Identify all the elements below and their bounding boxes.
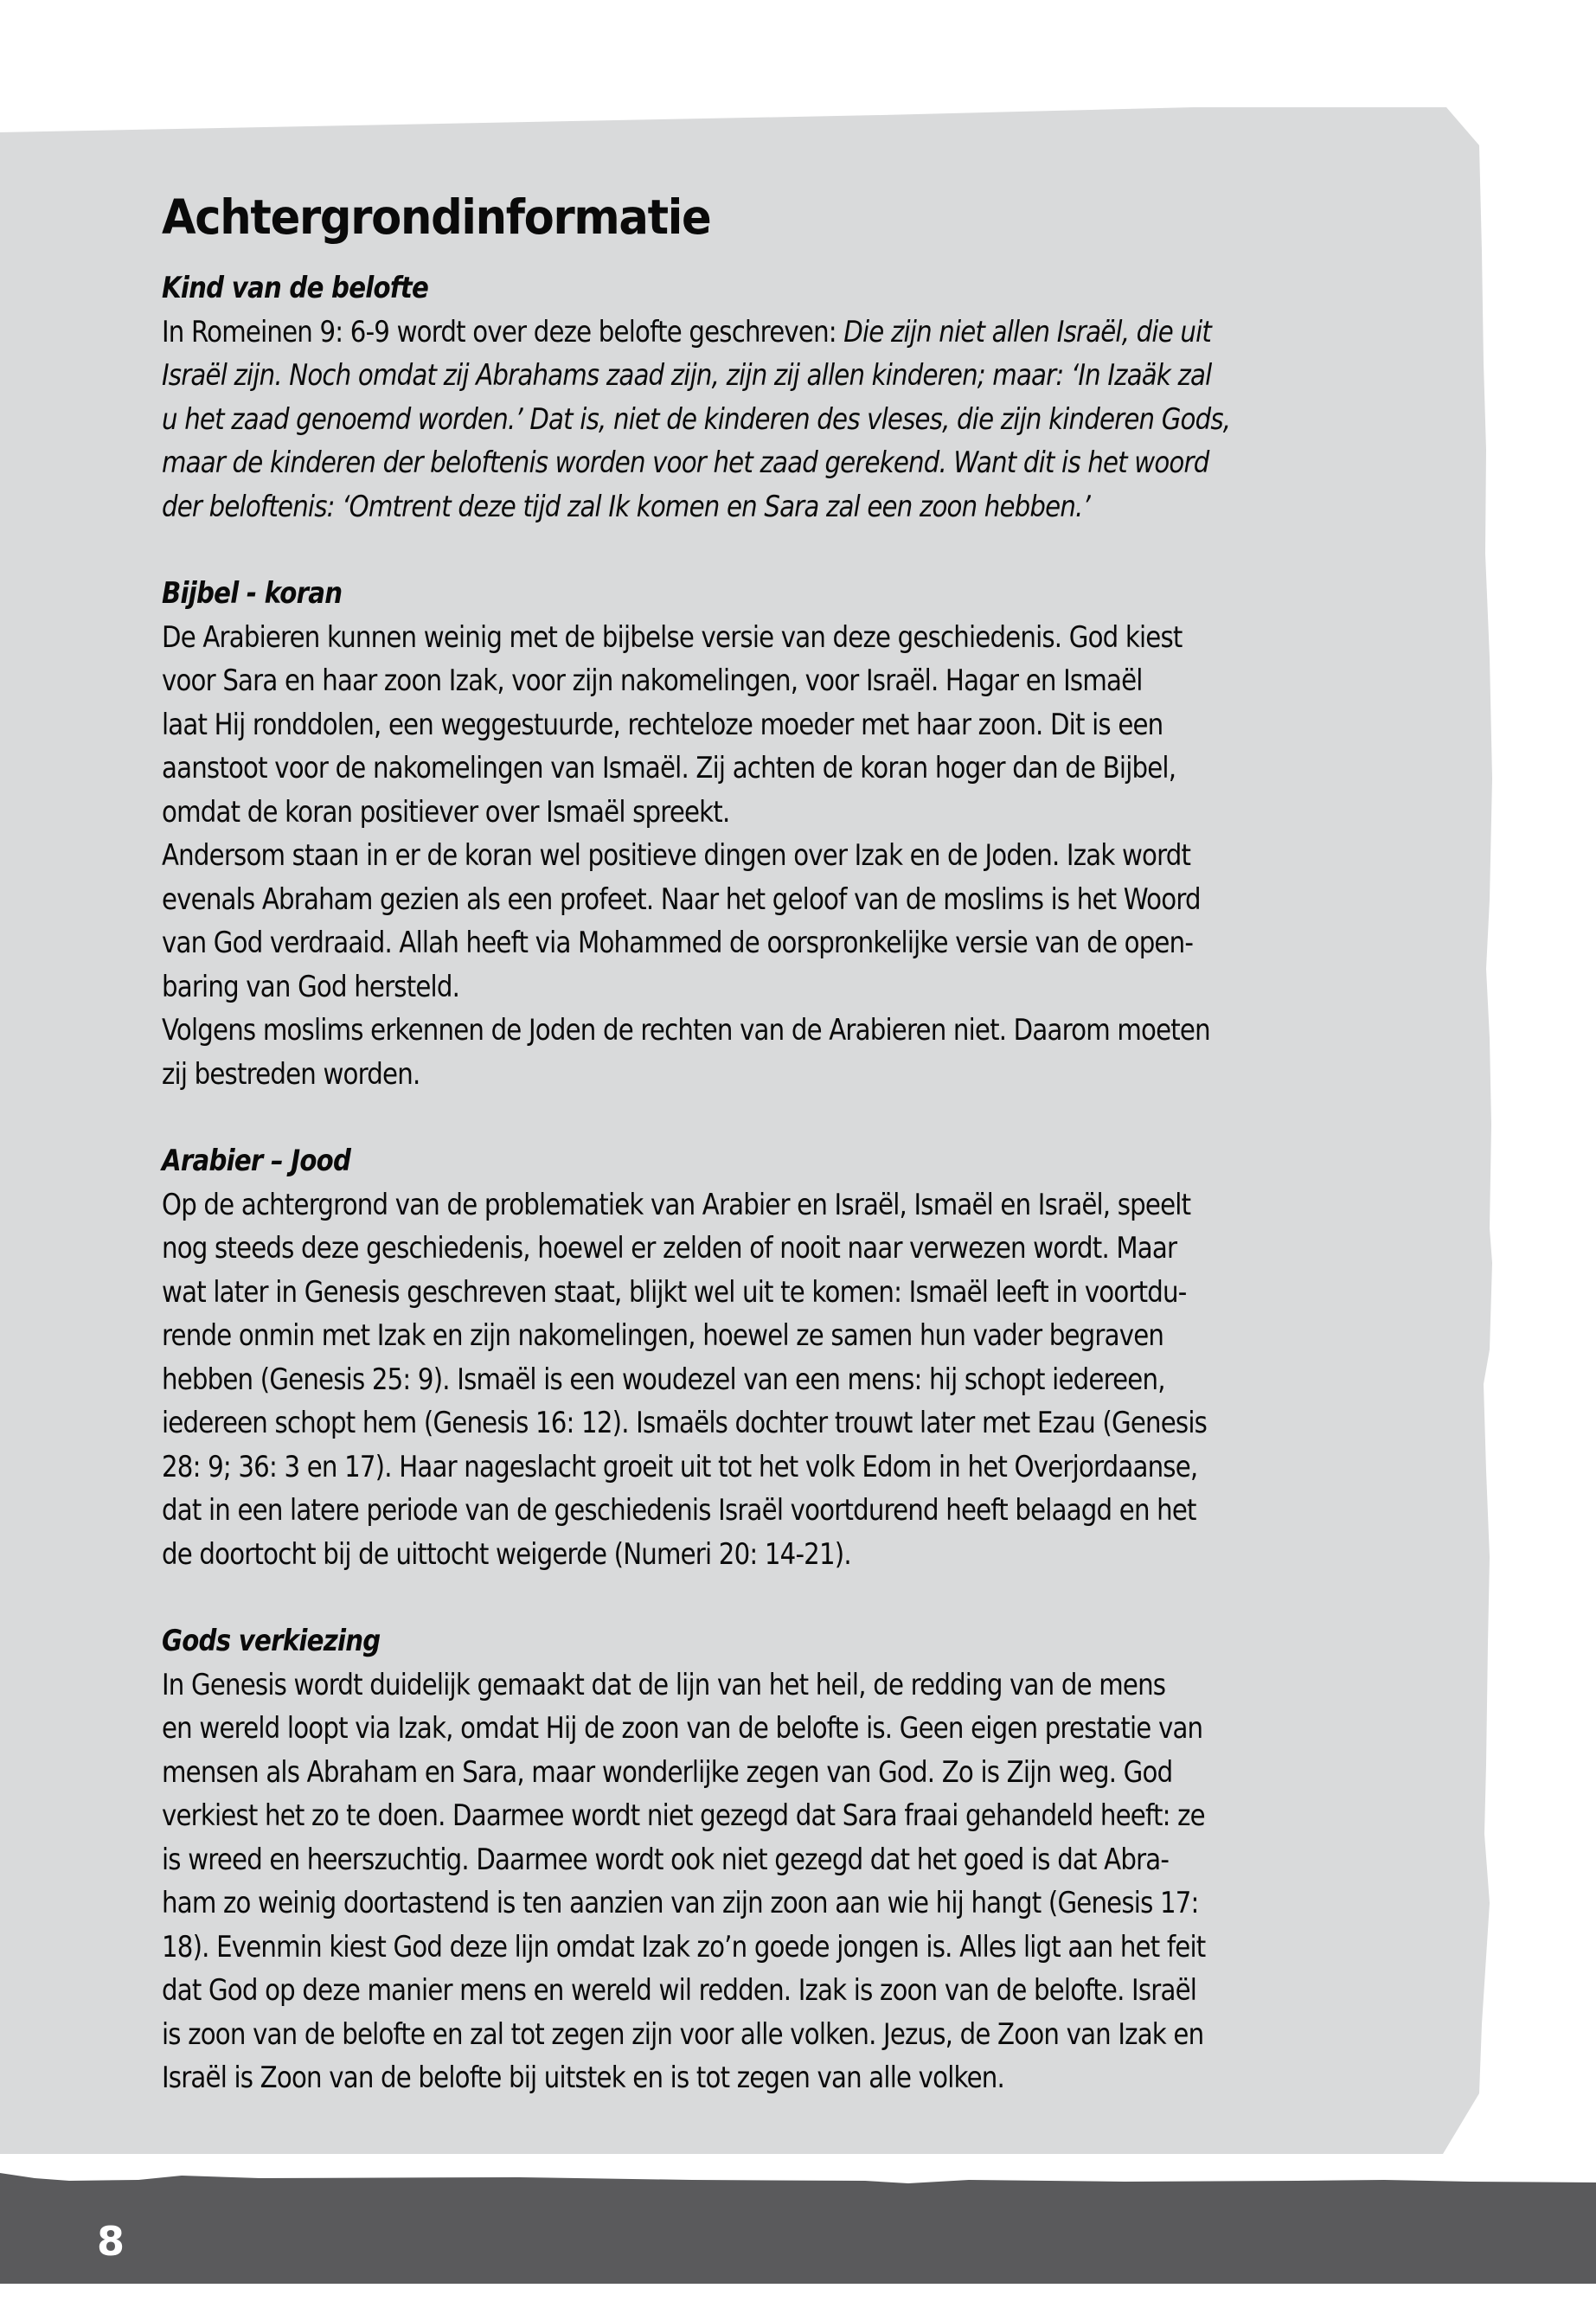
text-run: 28: 9; 36: 3 en 17). Haar nageslacht groeit uit tot het volk Edom in het Overjordaanse, [162, 1449, 1198, 1484]
text-run: mensen als Abraham en Sara, maar wonderlijke zegen van God. Zo is Zijn weg. God [162, 1754, 1173, 1790]
text-run: zij bestreden worden. [162, 1056, 420, 1092]
text-run: rende onmin met Izak en zijn nakomelingen, hoewel ze samen hun vader begraven [162, 1318, 1164, 1353]
body-text-line [162, 1358, 1292, 1402]
body-text-line [162, 441, 1292, 485]
body-text-line [162, 485, 1292, 529]
text-run: Israël is Zoon van de belofte bij uitstek en is tot zegen van alle volken. [162, 2061, 1004, 2095]
body-text-line [162, 921, 1292, 965]
body-text-line [162, 703, 1292, 747]
body-text-line [162, 616, 1292, 660]
body-text-line [162, 1053, 1292, 1097]
section-heading: Bijbel - koran [162, 576, 343, 611]
body-text-line [162, 834, 1292, 878]
footer-band [0, 2173, 1596, 2284]
body-text-line [162, 1751, 1292, 1795]
body-text-line [162, 1489, 1292, 1533]
body-text-line [162, 1183, 1292, 1227]
body-text-line [162, 1707, 1292, 1751]
body-text-line [162, 354, 1292, 398]
quoted-scripture-text: Israël zijn. Noch omdat zij Abrahams zaad zijn, zijn zij allen kinderen; maar: ‘In Izaäk zal [162, 358, 1212, 393]
quoted-scripture-text: der beloftenis: ‘Omtrent deze tijd zal Ik komen en Sara zal een zoon hebben.’ [162, 489, 1090, 524]
text-run: In Romeinen 9: 6-9 wordt over deze belofte geschreven: [162, 314, 844, 349]
body-text-line [162, 1271, 1292, 1315]
body-text-line [162, 1794, 1292, 1838]
body-text-line [162, 1838, 1292, 1882]
text-run: nog steeds deze geschiedenis, hoewel er zelden of nooit naar verwezen wordt. Maar [162, 1231, 1177, 1266]
text-run: Andersom staan in er de koran wel positieve dingen over Izak en de Joden. Izak wordt [162, 838, 1191, 873]
text-run: Volgens moslims erkennen de Joden de rechten van de Arabieren niet. Daarom moeten [162, 1013, 1210, 1048]
body-text-line [162, 1663, 1292, 1708]
text-run: De Arabieren kunnen weinig met de bijbelse versie van deze geschiedenis. God kiest [162, 619, 1183, 655]
text-run: Op de achtergrond van de problematiek van Arabier en Israël, Ismaël en Israël, speelt [162, 1187, 1191, 1222]
body-text-line [162, 1227, 1292, 1271]
text-run: dat God op deze manier mens en wereld wil redden. Izak is zoon van de belofte. Israël [162, 1973, 1197, 2008]
page-title: Achtergrondinformatie [162, 189, 711, 245]
text-run: laat Hij ronddolen, een weggestuurde, rechteloze moeder met haar zoon. Dit is een [162, 707, 1163, 742]
quoted-scripture-text: Die zijn niet allen Israël, die uit [843, 314, 1212, 349]
body-text-line [162, 2013, 1292, 2057]
quoted-scripture-text: maar de kinderen der beloftenis worden voor het zaad gerekend. Want dit is het woord [162, 445, 1209, 480]
text-run: 18). Evenmin kiest God deze lijn omdat Izak zo’n goede jongen is. Alles ligt aan het feit [162, 1929, 1206, 1965]
body-text-line [162, 1533, 1292, 1577]
text-run: ham zo weinig doortastend is ten aanzien van zijn zoon aan wie hij hangt (Genesis 17: [162, 1886, 1199, 1920]
text-run: is zoon van de belofte en zal tot zegen zijn voor alle volken. Jezus, de Zoon van Izak en [162, 2016, 1204, 2052]
body-text-line [162, 965, 1292, 1009]
text-run: dat in een latere periode van de geschiedenis Israël voortdurend heeft belaagd en het [162, 1493, 1196, 1528]
body-text-line [162, 1881, 1292, 1926]
body-text-line [162, 398, 1292, 442]
body-text-line [162, 1314, 1292, 1358]
text-run: van God verdraaid. Allah heeft via Mohammed de oorspronkelijke versie van de open- [162, 926, 1194, 960]
text-run: is wreed en heerszuchtig. Daarmee wordt ook niet gezegd dat het goed is dat Abra- [162, 1842, 1170, 1877]
body-text-line [162, 791, 1292, 835]
text-run: In Genesis wordt duidelijk gemaakt dat de lijn van het heil, de redding van de mens [162, 1667, 1166, 1702]
text-run: en wereld loopt via Izak, omdat Hij de zoon van de belofte is. Geen eigen prestatie van [162, 1711, 1203, 1746]
section-2 [162, 572, 1477, 1096]
text-run: baring van God hersteld. [162, 969, 460, 1004]
section-3 [162, 1139, 1477, 1576]
text-run: verkiest het zo te doen. Daarmee wordt niet gezegd dat Sara fraai gehandeld heeft: ze [162, 1798, 1205, 1833]
body-text-line [162, 1401, 1292, 1445]
body-text-line [162, 878, 1292, 922]
page-number: 8 [97, 2218, 125, 2265]
text-run: wat later in Genesis geschreven staat, blijkt wel uit te komen: Ismaël leeft in voortdu- [162, 1274, 1187, 1310]
text-run: de doortocht bij de uittocht weigerde (Numeri 20: 14-21). [162, 1536, 851, 1572]
body-text-line [162, 1009, 1292, 1053]
text-run: evenals Abraham gezien als een profeet. Naar het geloof van de moslims is het Woord [162, 881, 1201, 917]
document-body [162, 180, 1477, 2100]
text-run: omdat de koran positiever over Ismaël spreekt. [162, 794, 730, 830]
body-text-line [162, 311, 1292, 355]
body-text-line [162, 1969, 1292, 2013]
section-heading: Gods verkiezing [162, 1624, 381, 1658]
body-text-line [162, 1445, 1292, 1490]
section-heading: Arabier – Jood [162, 1144, 351, 1178]
text-run: iedereen schopt hem (Genesis 16: 12). Ismaëls dochter trouwt later met Ezau (Genesis [162, 1406, 1208, 1440]
section-1 [162, 266, 1477, 529]
body-text-line [162, 747, 1292, 791]
text-run: hebben (Genesis 25: 9). Ismaël is een woudezel van een mens: hij schopt iedereen, [162, 1362, 1165, 1397]
body-text-line [162, 2056, 1292, 2100]
section-4 [162, 1619, 1477, 2100]
sections-container [162, 266, 1477, 2100]
text-run: aanstoot voor de nakomelingen van Ismaël. Zij achten de koran hoger dan de Bijbel, [162, 751, 1176, 785]
section-heading: Kind van de belofte [162, 271, 429, 305]
text-run: voor Sara en haar zoon Izak, voor zijn nakomelingen, voor Israël. Hagar en Ismaël [162, 663, 1143, 698]
quoted-scripture-text: u het zaad genoemd worden.’ Dat is, niet de kinderen des vleses, die zijn kinderen Gods, [162, 401, 1231, 437]
body-text-line [162, 1926, 1292, 1970]
body-text-line [162, 659, 1292, 703]
